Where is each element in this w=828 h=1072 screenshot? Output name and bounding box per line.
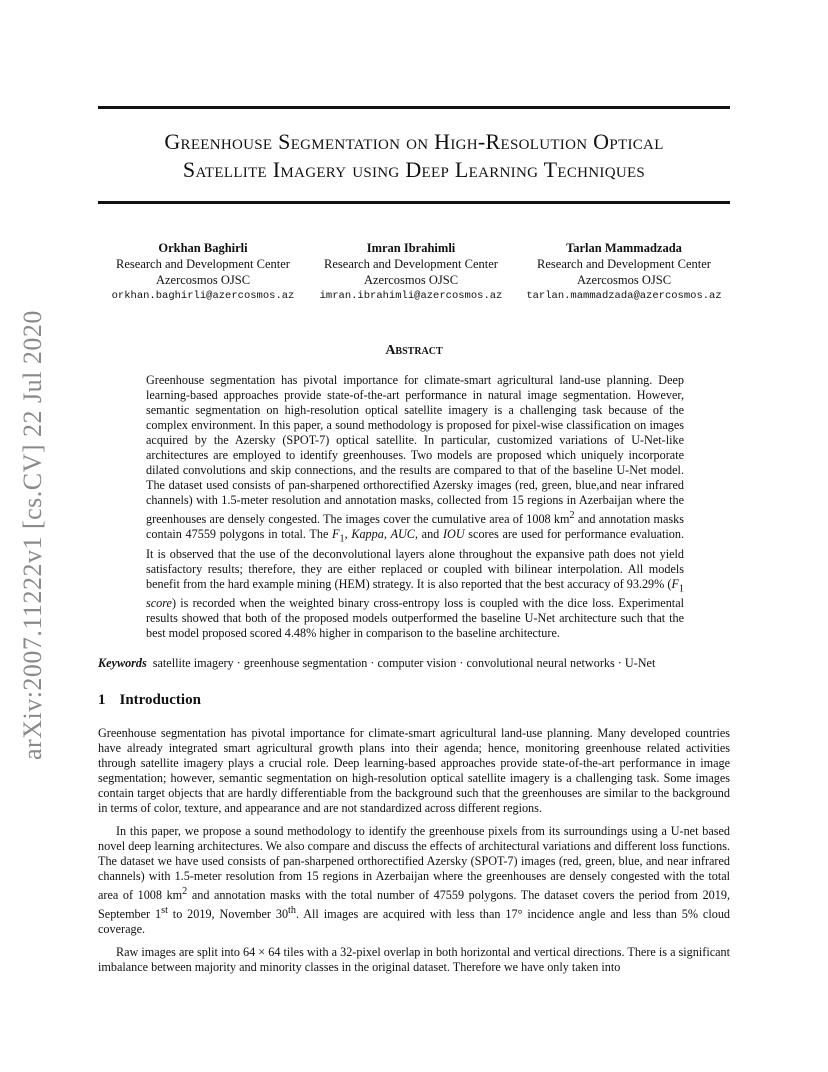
author-organization: Azercosmos OJSC xyxy=(576,273,672,287)
title-rule-top xyxy=(98,106,730,109)
abstract-part: and annotation masks contain 47559 polygons in total. The xyxy=(146,512,685,542)
title-line-1: Greenhouse Segmentation on High-Resolution Optical xyxy=(164,129,664,154)
section-heading xyxy=(98,692,201,709)
superscript: st xyxy=(161,905,168,917)
abstract-part: ) is recorded when the weighted binary cross-entropy loss is coupled with the dice loss. Experimental results showed that both of the proposed models outperformed the baseline U-Net architecture such that the best model proposed scored 4.48% higher in comparison to the baseline architecture. xyxy=(146,595,684,640)
section-title: Introduction xyxy=(119,692,201,708)
author-3 xyxy=(521,240,727,304)
author-name: Orkhan Baghirli xyxy=(158,241,248,255)
area-value: 1008 km xyxy=(137,888,183,903)
title-rule-bottom xyxy=(98,201,730,204)
metric-auc: AUC xyxy=(390,527,415,542)
abstract-part: scores are used for performance evaluation. It is observed that the use of the deconvolutional layers alone throughout the expansive path does not yield satisfactory results; therefore, they are either replaced or coupled with bilinear interpolation. All models benefit from the hard example mining (HEM) strategy. It is also reported that the best accuracy of 93.29% ( xyxy=(146,527,684,591)
title-line-2: Satellite Imagery using Deep Learning Techniques xyxy=(182,157,646,182)
paragraph-part: to 2019, November 30 xyxy=(167,907,289,922)
author-email[interactable]: imran.ibrahimli@azercosmos.az xyxy=(319,290,503,302)
keywords-line xyxy=(98,656,730,671)
keywords-list: satellite imagery · greenhouse segmentation · computer vision · convolutional neural networks · U-Net xyxy=(152,656,656,670)
author-affiliation: Research and Development Center xyxy=(116,257,290,271)
author-affiliation: Research and Development Center xyxy=(537,257,711,271)
author-affiliation: Research and Development Center xyxy=(324,257,498,271)
metric-f1: F xyxy=(332,527,340,542)
paragraph xyxy=(98,945,730,975)
author-1 xyxy=(103,240,303,304)
author-2 xyxy=(311,240,511,304)
paragraph-part: Raw images are split into xyxy=(116,945,244,960)
author-organization: Azercosmos OJSC xyxy=(155,273,251,287)
paragraph-part: . All images are acquired with less than 17° incidence angle and less than 5% cloud coverage. xyxy=(98,907,731,937)
superscript: th xyxy=(288,905,296,917)
author-block xyxy=(98,240,730,310)
keywords-label: Keywords xyxy=(98,656,147,670)
tile-size: 64 × 64 xyxy=(243,945,281,960)
author-email[interactable]: orkhan.baghirli@azercosmos.az xyxy=(111,290,295,302)
introduction-body xyxy=(98,726,730,983)
superscript: 2 xyxy=(569,510,575,521)
subscript: 1 xyxy=(678,582,684,594)
abstract-text: Greenhouse segmentation has pivotal importance for climate-smart agricultural land-use planning. Deep learning-based approaches provide state-of-the-art performance in natural image segmentation. However, semantic segmentation on high-resolution optical satellite imagery is a challenging task because of the complex environment. In this paper, a sound methodology is proposed for pixel-wise classification on images acquired by the Azersky (SPOT-7) optical satellite. In particular, customized variations of U-Net-like architectures are employed to identify greenhouses. Two models are proposed which uniquely incorporate dilated convolutions and skip connections, and the results are compared to that of the baseline U-Net model. The dataset used consists of pan-sharpened orthorectified Azersky images (red, green, blue,and near infrared channels) with 1.5-meter resolution and annotation masks, collected from 15 regions in Azerbaijan where the greenhouses are densely congested. The images cover the cumulative area of 1008 $km^2$ and annotation masks contain 47559 polygons in total. The $F_1$, Kappa, AUC, and IOU scores are used for performance evaluation. It is observed that the use of the deconvolutional layers alone throughout the expansive path does not yield satisfactory results; therefore, they are either replaced or coupled with bilinear interpolation. All models benefit from the hard example mining (HEM) strategy. It is also reported that the best accuracy of 93.29% ($F_1$ score) is recorded when the weighted binary cross-entropy loss is coupled with the dice loss. Experimental results showed that both of the proposed models outperformed the baseline U-Net architecture such that the best model proposed scored 4.48% higher in comparison to the baseline architecture. xyxy=(146,373,685,640)
area-value: 1008 km xyxy=(526,512,570,527)
paragraph-part: tiles with a 32-pixel overlap in both horizontal and vertical directions. There is a significant imbalance between majority and minority classes in the original dataset. Therefore we have only taken into xyxy=(98,945,730,975)
paragraph xyxy=(98,824,730,937)
author-email[interactable]: tarlan.mammadzada@azercosmos.az xyxy=(526,290,722,302)
paragraph-part: In this paper, we propose a sound methodology to identify the greenhouse pixels from its surroundings using a U-net based novel deep learning architectures. We also compare and discuss the effects of architectural variations and different loss functions. The dataset we have used consists of pan-sharpened orthorectified Azersky (SPOT-7) images (red, green, blue, and near infrared channels) with 1.5-meter resolution from 15 regions in Azerbaijan where the greenhouses are densely congested with the total area of xyxy=(98,824,730,903)
author-name: Imran Ibrahimli xyxy=(366,241,456,255)
abstract-part: Greenhouse segmentation has pivotal importance for climate-smart agricultural land-use planning. Deep learning-based approaches provide state-of-the-art performance in natural image segmentation. However, semantic segmentation on high-resolution optical satellite imagery is a challenging task because of the complex environment. In this paper, a sound methodology is proposed for pixel-wise classification on images acquired by the Azersky (SPOT-7) optical satellite. In particular, customized variations of U-Net-like architectures are employed to identify greenhouses. Two models are proposed which uniquely incorporate dilated convolutions and skip connections, and the results are compared to that of the baseline U-Net model. The dataset used consists of pan-sharpened orthorectified Azersky images (red, green, blue,and near infrared channels) with 1.5-meter resolution and annotation masks, collected from 15 regions in Azerbaijan where the greenhouses are densely congested. The images cover the cumulative area of xyxy=(146,373,684,527)
superscript: 2 xyxy=(182,886,188,897)
paragraph: Greenhouse segmentation has pivotal importance for climate-smart agricultural land-use planning. Many developed countries have already integrated smart agricultural growth plans into their agenda; hence, monitoring greenhouse related activities through satellite imagery plays a crucial role. Deep learning-based approaches provide state-of-the-art performance in image segmentation; however, semantic segmentation on high-resolution optical satellite imagery is a challenging task. Some images contain target objects that are hardly differentiable from the background such that the greenhouses are similar to the background in terms of color, texture, and appearance and are not standardized across different regions. xyxy=(98,726,730,815)
author-organization: Azercosmos OJSC xyxy=(363,273,459,287)
metric-kappa: Kappa xyxy=(351,527,384,542)
paper-title xyxy=(98,128,730,184)
metric-score: score xyxy=(146,595,172,610)
section-number: 1 xyxy=(98,692,106,708)
metric-f1: F xyxy=(671,576,679,591)
paragraph-part: and annotation masks with the total number of 47559 polygons. The dataset covers the period from 2019, September 1 xyxy=(98,888,730,922)
subscript: 1 xyxy=(339,533,345,545)
arxiv-identifier: arXiv:2007.11222v1 [cs.CV] 22 Jul 2020 xyxy=(18,310,47,760)
metric-iou: IOU xyxy=(442,527,465,542)
abstract-heading: Abstract xyxy=(385,343,443,358)
author-name: Tarlan Mammadzada xyxy=(566,241,682,255)
